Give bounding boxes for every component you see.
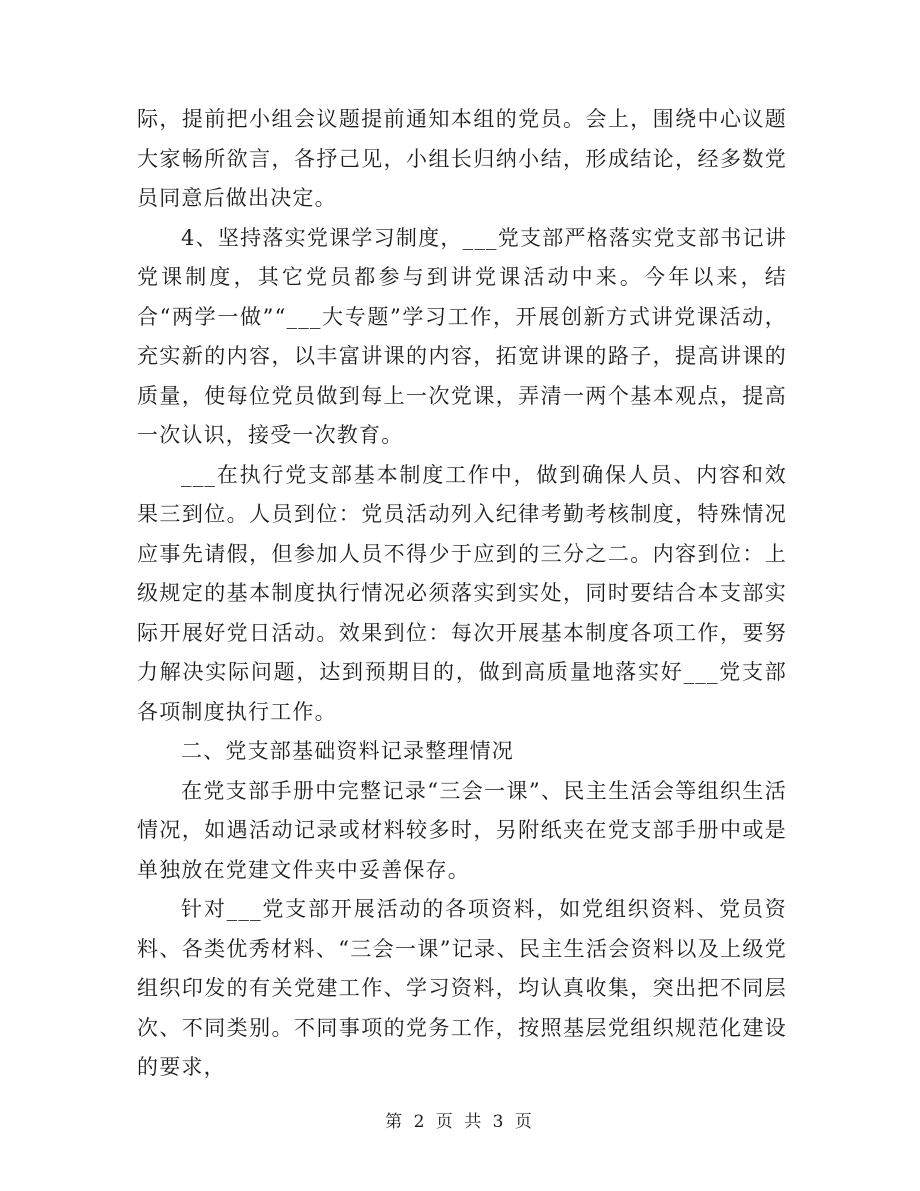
page-number-footer: 第 2 页 共 3 页	[385, 1112, 535, 1132]
document-body	[137, 100, 787, 1088]
paragraph-three-in-place: ___在执行党支部基本制度工作中，做到确保人员、内容和效果三到位。人员到位：党员活动列入纪律考勤考核制度，特殊情况应事先请假，但参加人员不得少于应到的三分之二。内容到位：上级规定的基本制度执行情况必须落实到实处，同时要结合本支部实际开展好党日活动。效果到位：每次开展基本制度各项工作，要努力解决实际问题，达到预期目的，做到高质量地落实好___党支部各项制度执行工作。	[137, 462, 787, 724]
paragraph-materials-collection: 针对___党支部开展活动的各项资料，如党组织资料、党员资料、各类优秀材料、“三会一课”记录、民主生活会资料以及上级党组织印发的有关党建工作、学习资料，均认真收集，突出把不同层次、不同类别。不同事项的党务工作，按照基层党组织规范化建设的要求，	[137, 897, 787, 1079]
section-heading-records: 二、党支部基础资料记录整理情况	[181, 739, 514, 763]
paragraph-continuation: 际，提前把小组会议题提前通知本组的党员。会上，围绕中心议题大家畅所欲言，各抒己见，小组长归纳小结，形成结论，经多数党员同意后做出决定。	[137, 107, 787, 210]
paragraph-handbook-records: 在党支部手册中完整记录“三会一课”、民主生活会等组织生活情况，如遇活动记录或材料较多时，另附纸夹在党支部手册中或是单独放在党建文件夹中妥善保存。	[137, 778, 787, 882]
paragraph-party-lecture-system: 4、坚持落实党课学习制度，___党支部严格落实党支部书记讲党课制度，其它党员都参与到讲党课活动中来。今年以来，结合“两学一做”“___大专题”学习工作，开展创新方式讲党课活动，充实新的内容，以丰富讲课的内容，拓宽讲课的路子，提高讲课的质量，使每位党员做到每上一次党课，弄清一两个基本观点，提高一次认识，接受一次教育。	[137, 225, 787, 447]
